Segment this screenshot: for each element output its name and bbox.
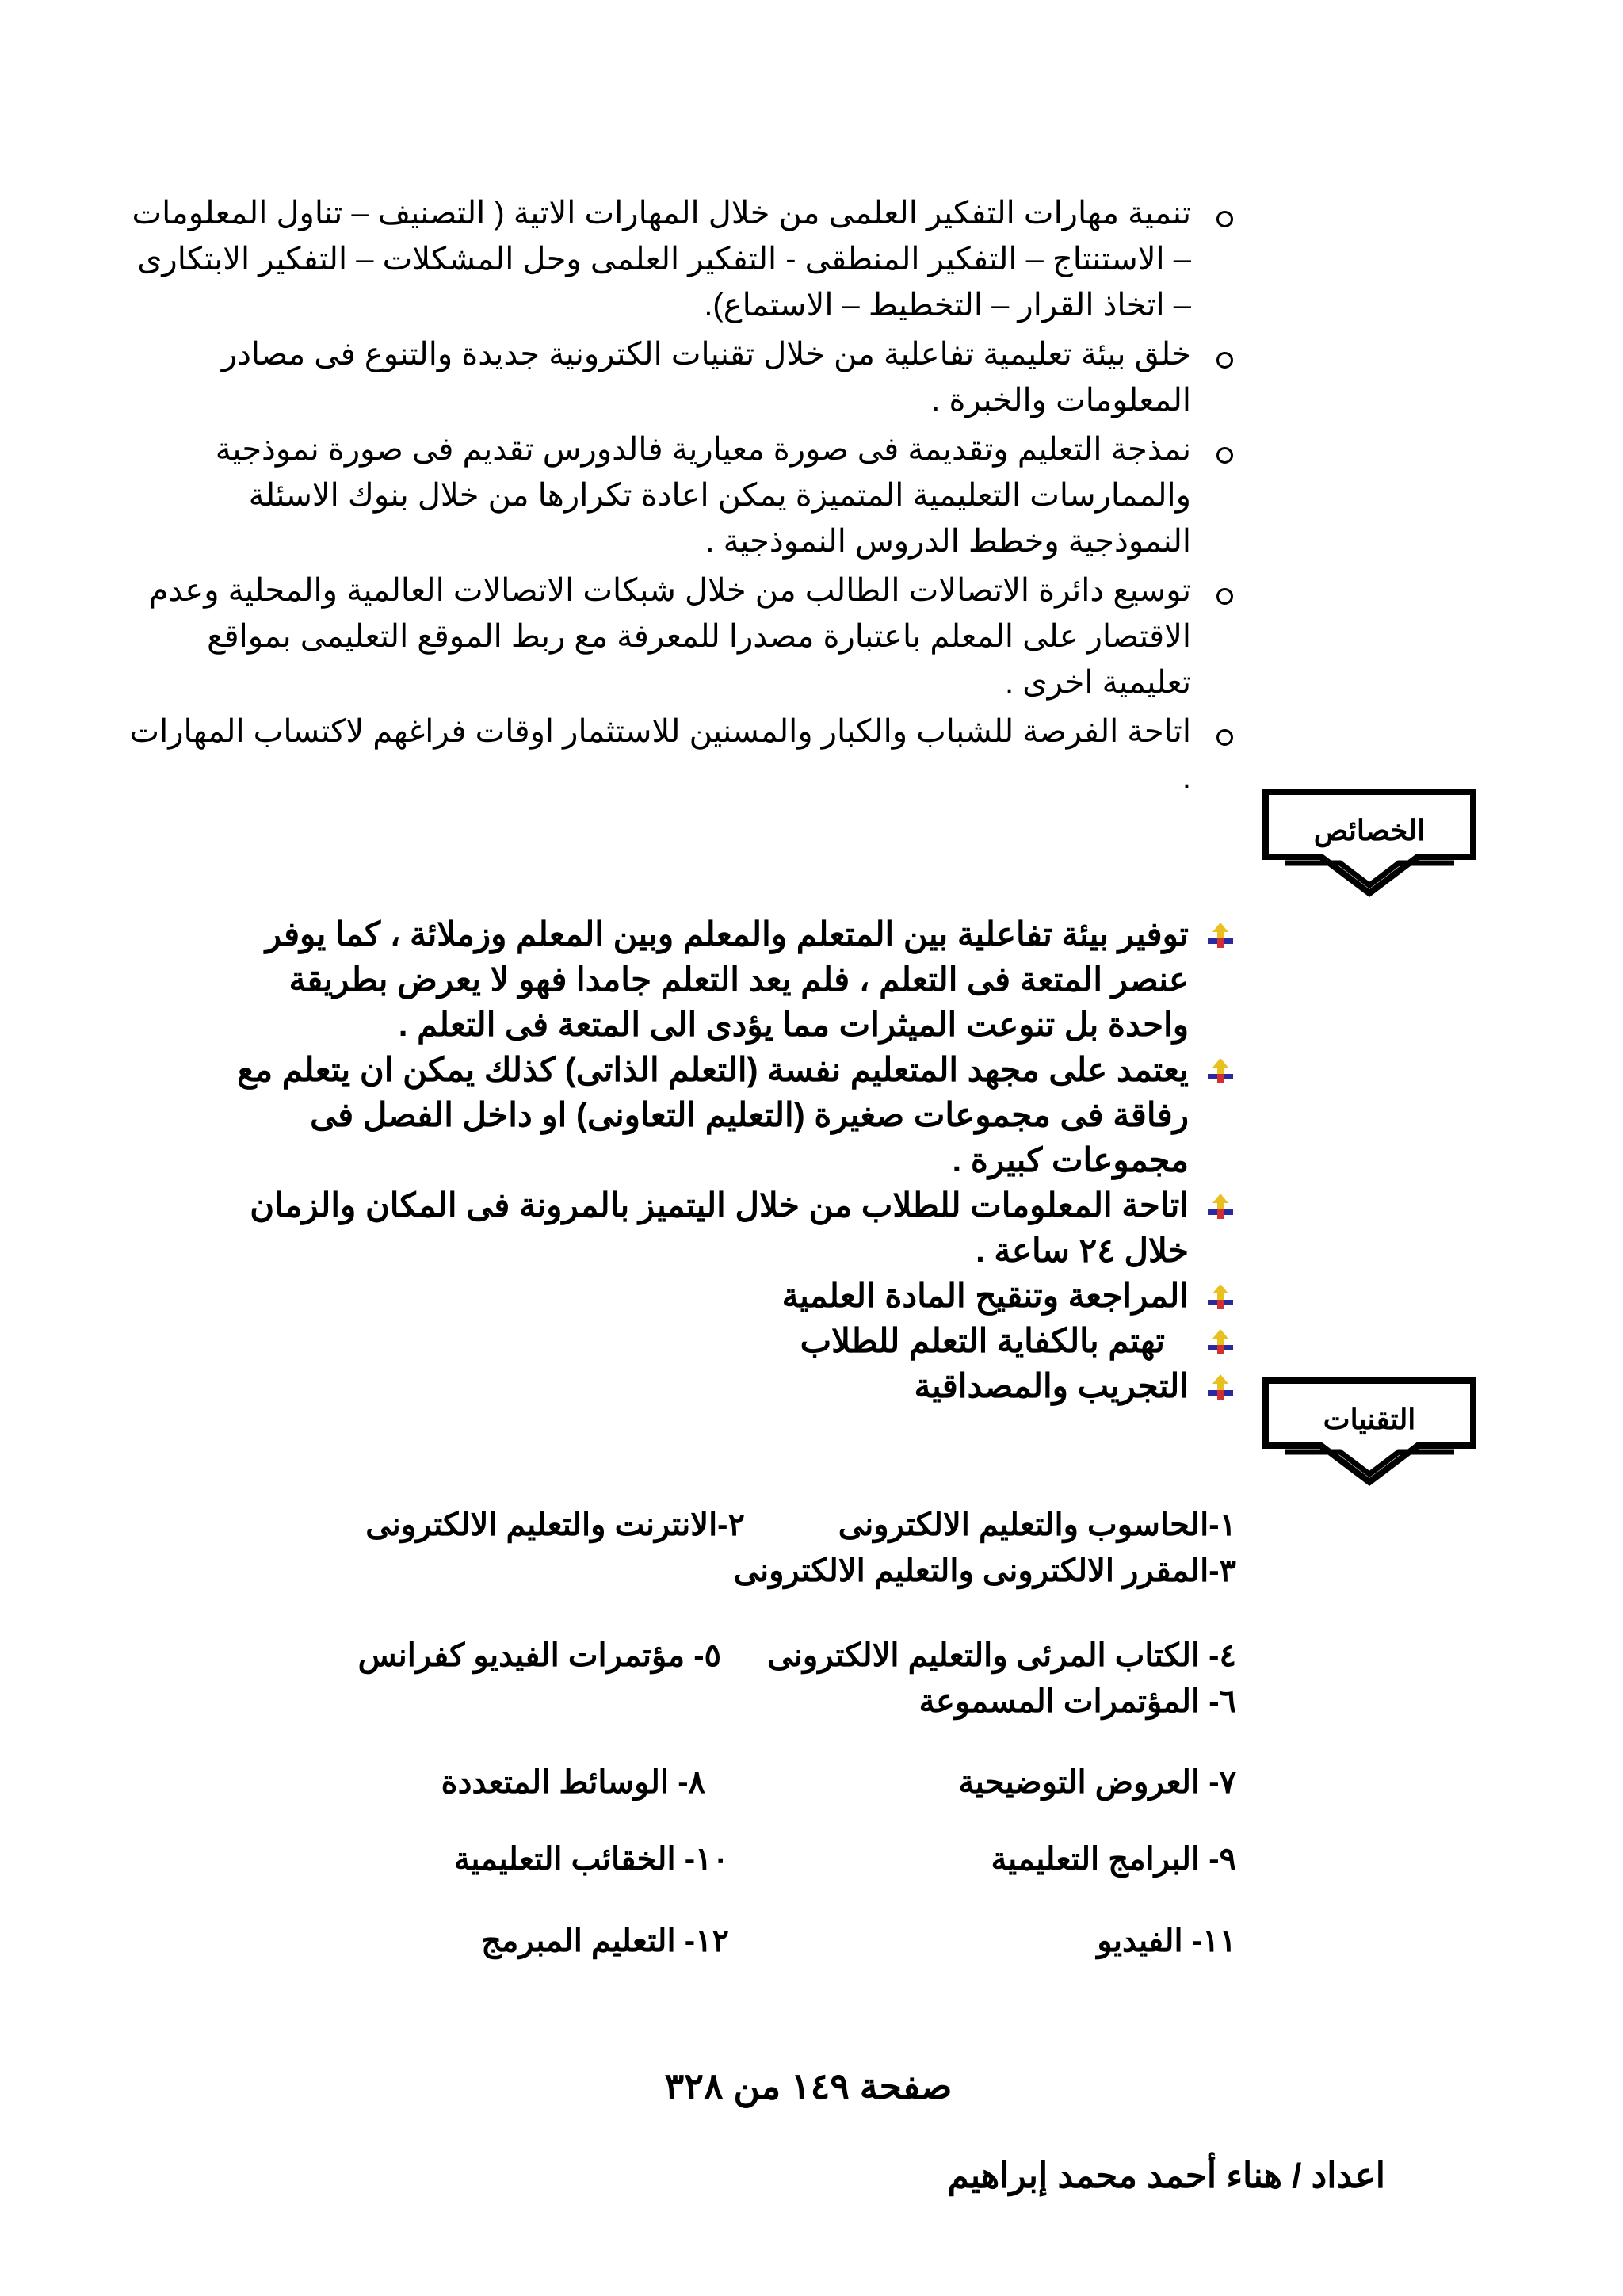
- list-item: خلق بيئة تعليمية تفاعلية من خلال تقنيات الكترونية جديدة والتنوع فى مصادر المعلومات والخبرة .: [117, 331, 1243, 423]
- technique-item: ٥- مؤتمرات الفيديو كفرانس: [357, 1638, 721, 1673]
- technique-item: ٢-الانترنت والتعليم الالكترونى: [365, 1507, 745, 1542]
- list-item: اتاحة المعلومات للطلاب من خلال اليتميز بالمرونة فى المكان والزمان خلال ٢٤ ساعة .: [230, 1182, 1236, 1273]
- techniques-heading: التقنيات: [1262, 1377, 1476, 1488]
- characteristics-list: [230, 911, 1236, 1408]
- list-item: يعتمد على مجهد المتعليم نفسة (التعلم الذاتى) كذلك يمكن ان يتعلم مع رفاقة فى مجموعات صغيرة (التعليم التعاونى) او داخل الفصل فى مجموعات كبيرة .: [230, 1047, 1236, 1182]
- technique-item: ٩- البرامج التعليمية: [991, 1842, 1236, 1877]
- circle-bullet-icon: [1216, 211, 1233, 227]
- arrow-bullet-icon: [1205, 1192, 1236, 1221]
- arrow-bullet-icon: [1205, 1328, 1236, 1356]
- circle-bullet-icon: [1216, 729, 1233, 746]
- technique-item: ٨- الوسائط المتعددة: [441, 1765, 705, 1800]
- circle-bullet-icon: [1216, 447, 1233, 464]
- technique-item: ٤- الكتاب المرئى والتعليم الالكترونى: [767, 1638, 1236, 1673]
- arrow-bullet-icon: [1205, 1056, 1236, 1085]
- technique-item: ١٠- الخقائب التعليمية: [453, 1842, 729, 1877]
- technique-item: ٦- المؤتمرات المسموعة: [918, 1684, 1236, 1719]
- technique-item: ١٢- التعليم المبرمج: [481, 1924, 729, 1958]
- list-item: تنمية مهارات التفكير العلمى من خلال المهارات الاتية ( التصنيف – تناول المعلومات – الاستنتاج – التفكير المنطقى - التفكير العلمى وحل المشكلات – التفكير الابتكارى – اتخاذ القرار – التخطيط – الاستماع).: [117, 190, 1243, 328]
- circle-bullet-icon: [1216, 352, 1233, 369]
- page-number: صفحة ١٤٩ من ٣٢٨: [664, 2065, 953, 2107]
- list-item: التجريب والمصداقية: [230, 1363, 1236, 1408]
- author-credit: اعداد / هناء أحمد محمد إبراهيم: [947, 2157, 1385, 2195]
- technique-item: ٧- العروض التوضيحية: [958, 1765, 1236, 1800]
- circle-bullet-icon: [1216, 588, 1233, 605]
- characteristics-heading: الخصائص: [1262, 789, 1476, 900]
- arrow-bullet-icon: [1205, 1373, 1236, 1401]
- objectives-list: [117, 190, 1243, 800]
- list-item: اتاحة الفرصة للشباب والكبار والمسنين للاستثمار اوقات فراغهم لاكتساب المهارات .: [117, 709, 1243, 800]
- list-item: تهتم بالكفاية التعلم للطلاب: [230, 1318, 1236, 1363]
- technique-item: ١-الحاسوب والتعليم الالكترونى: [838, 1507, 1236, 1542]
- technique-item: ٣-المقرر الالكترونى والتعليم الالكترونى: [733, 1553, 1236, 1588]
- technique-item: ١١- الفيديو: [1097, 1924, 1236, 1958]
- list-item: نمذجة التعليم وتقديمة فى صورة معيارية فالدورس تقديم فى صورة نموذجية والممارسات التعليمية المتميزة يمكن اعادة تكرارها من خلال بنوك الاسئلة النموذجية وخطط الدروس النموذجية .: [117, 426, 1243, 564]
- list-item: المراجعة وتنقيح المادة العلمية: [230, 1273, 1236, 1318]
- list-item: توفير بيئة تفاعلية بين المتعلم والمعلم وبين المعلم وزملائة ، كما يوفر عنصر المتعة فى التعلم ، فلم يعد التعلم جامدا فهو لا يعرض بطريقة واحدة بل تنوعت الميثرات مما يؤدى الى المتعة فى التعلم .: [230, 911, 1236, 1047]
- arrow-bullet-icon: [1205, 921, 1236, 949]
- arrow-bullet-icon: [1205, 1282, 1236, 1311]
- list-item: توسيع دائرة الاتصالات الطالب من خلال شبكات الاتصالات العالمية والمحلية وعدم الاقتصار على المعلم باعتبارة مصدرا للمعرفة مع ربط الموقع التعليمى بمواقع تعليمية اخرى .: [117, 567, 1243, 705]
